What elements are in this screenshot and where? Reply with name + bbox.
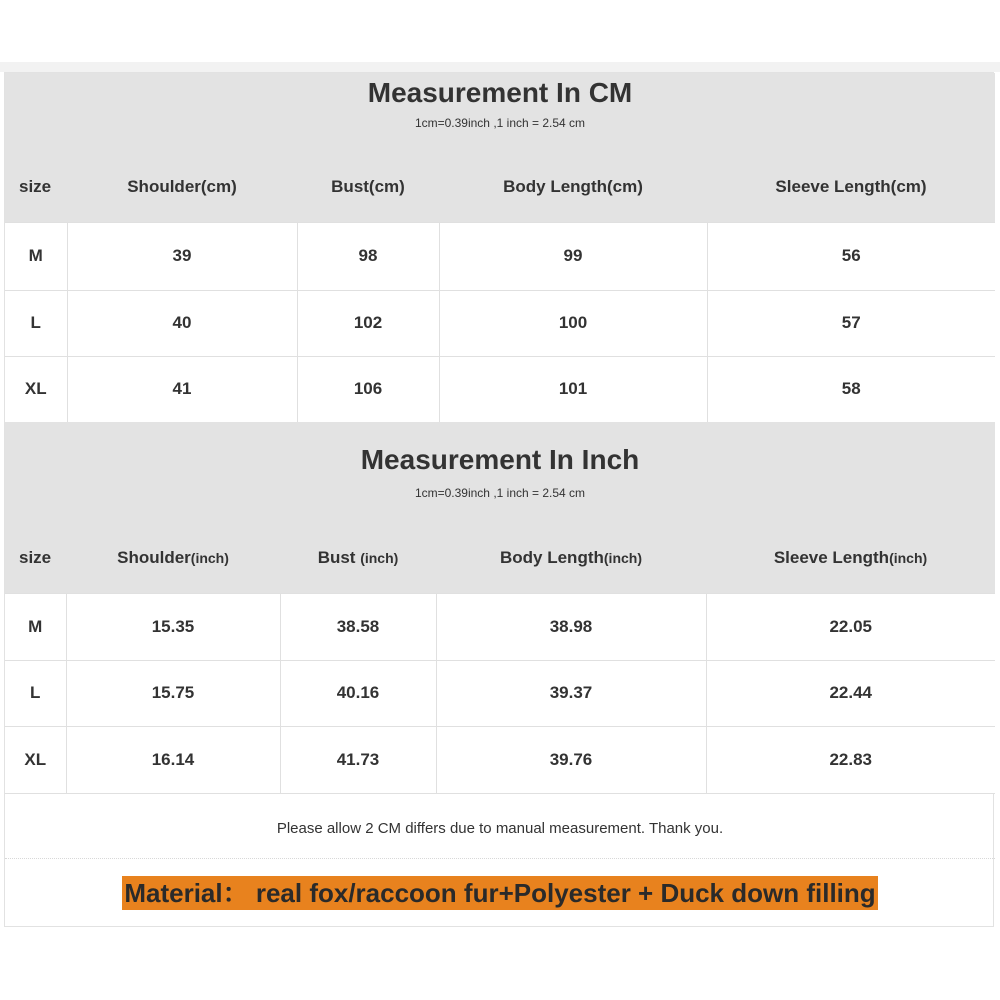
inch-header-body-length: Body Length(inch) — [500, 548, 642, 568]
size-cell: XL — [5, 726, 66, 793]
table-row — [5, 726, 995, 793]
size-cell: L — [5, 660, 66, 726]
bust-cell: 106 — [297, 356, 439, 422]
shoulder-cell: 39 — [67, 222, 297, 290]
cm-header-body-length: Body Length(cm) — [503, 177, 643, 197]
body-length-cell: 101 — [439, 356, 707, 422]
shoulder-cell: 16.14 — [66, 726, 280, 793]
inch-title: Measurement In Inch — [360, 444, 640, 475]
inch-conversion-note: 1cm=0.39inch ,1 inch = 2.54 cm — [414, 486, 586, 500]
table-row — [5, 222, 995, 290]
sleeve-length-cell: 22.83 — [706, 726, 995, 793]
size-cell: M — [5, 593, 66, 660]
shoulder-cell: 15.75 — [66, 660, 280, 726]
body-length-cell: 39.76 — [436, 726, 706, 793]
cm-header-row — [5, 153, 995, 222]
bust-cell: 38.58 — [280, 593, 436, 660]
body-length-cell: 39.37 — [436, 660, 706, 726]
inch-size-table — [5, 524, 995, 794]
table-row — [5, 290, 995, 356]
bust-cell: 98 — [297, 222, 439, 290]
material-label: Material： real fox/raccoon fur+Polyester + Duck down filling — [124, 878, 876, 908]
bust-cell: 40.16 — [280, 660, 436, 726]
cm-title: Measurement In CM — [367, 77, 633, 108]
body-length-cell: 38.98 — [436, 593, 706, 660]
inch-header-bust: Bust (inch) — [317, 548, 399, 568]
inch-header-sleeve-length: Sleeve Length(inch) — [773, 548, 928, 568]
body-length-cell: 100 — [439, 290, 707, 356]
shoulder-cell: 15.35 — [66, 593, 280, 660]
cm-header-bust: Bust(cm) — [331, 177, 405, 197]
cm-size-table — [5, 153, 995, 423]
bust-cell: 41.73 — [280, 726, 436, 793]
material-line — [5, 876, 995, 910]
top-divider — [0, 62, 1000, 72]
body-length-cell: 99 — [439, 222, 707, 290]
inch-header-size: size — [19, 548, 52, 568]
cm-header-sleeve-length: Sleeve Length(cm) — [775, 177, 927, 197]
size-cell: XL — [5, 356, 67, 422]
table-row — [5, 660, 995, 726]
size-cell: M — [5, 222, 67, 290]
size-cell: L — [5, 290, 67, 356]
shoulder-cell: 40 — [67, 290, 297, 356]
cm-header-size: size — [19, 177, 52, 197]
sleeve-length-cell: 58 — [707, 356, 995, 422]
table-row — [5, 593, 995, 660]
measurement-note: Please allow 2 CM differs due to manual measurement. Thank you. — [276, 820, 724, 837]
table-row — [5, 356, 995, 422]
shoulder-cell: 41 — [67, 356, 297, 422]
cm-conversion-note: 1cm=0.39inch ,1 inch = 2.54 cm — [414, 116, 586, 130]
inch-header-shoulder: Shoulder(inch) — [117, 548, 229, 568]
sleeve-length-cell: 57 — [707, 290, 995, 356]
note-divider — [5, 858, 995, 859]
sleeve-length-cell: 22.44 — [706, 660, 995, 726]
inch-header-row — [5, 524, 995, 593]
cm-header-shoulder: Shoulder(cm) — [127, 177, 237, 197]
bust-cell: 102 — [297, 290, 439, 356]
sleeve-length-cell: 56 — [707, 222, 995, 290]
size-chart-sheet — [4, 72, 994, 927]
sleeve-length-cell: 22.05 — [706, 593, 995, 660]
